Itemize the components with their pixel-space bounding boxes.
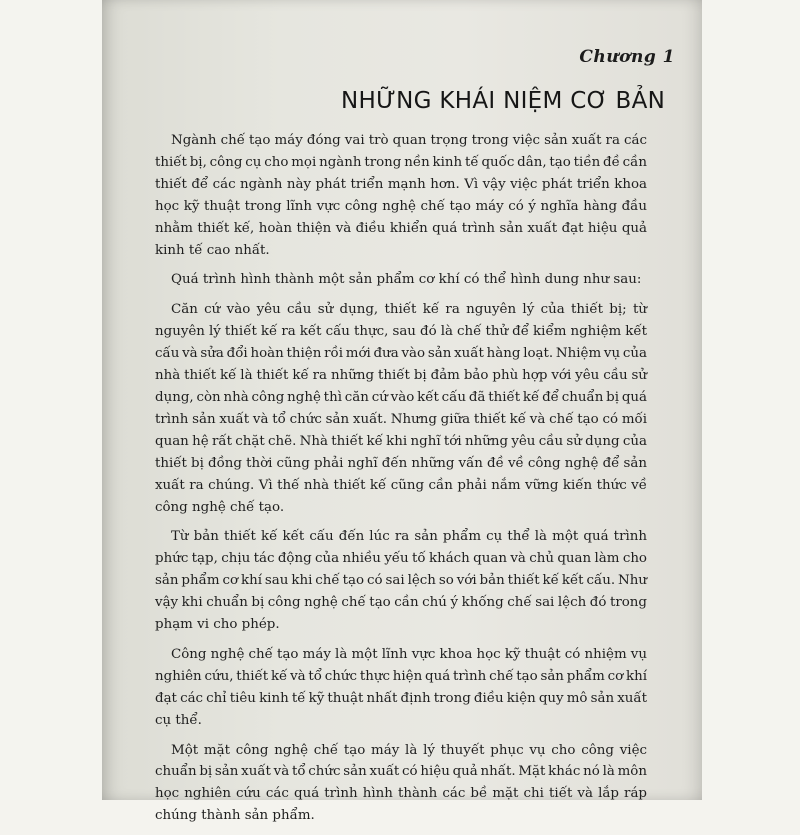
text-line: nhà thiết kế là thiết kế ra những thiết bị đảm bảo phù hợp với yêu cầu sử	[155, 368, 647, 384]
chapter-title: NHỮNG KHÁI NIỆM CƠ BẢN	[341, 88, 666, 114]
text-line: quan hệ rất chặt chẽ. Nhà thiết kế khi nghĩ tới những yêu cầu sử dụng của	[155, 433, 647, 449]
text-line: học kỹ thuật trong lĩnh vực công nghệ chế tạo máy có ý nghĩa hàng đầu	[155, 198, 647, 214]
text-line: chuẩn bị sản xuất và tổ chức sản xuất có hiệu quả nhất. Mặt khác nó là môn	[155, 764, 647, 780]
text-line: thiết bị đồng thời cũng phải nghĩ đến những vấn đề về công nghệ để sản	[155, 455, 647, 471]
body-text	[155, 130, 647, 835]
text-line: phức tạp, chịu tác động của nhiều yếu tố khách quan và chủ quan làm cho	[155, 551, 647, 567]
text-line: học nghiên cứu các quá trình hình thành các bề mặt chi tiết và lắp ráp	[155, 786, 647, 802]
text-line: Ngành chế tạo máy đóng vai trò quan trọng trong việc sản xuất ra các	[171, 133, 647, 148]
text-line: Công nghệ chế tạo máy là một lĩnh vực khoa học kỹ thuật có nhiệm vụ	[171, 646, 647, 662]
text-line: xuất ra chúng. Vì thế nhà thiết kế cũng cần phải nắm vững kiến thức về	[155, 477, 647, 493]
text-line: cấu và sửa đổi hoàn thiện rồi mới đưa vào sản xuất hàng loạt. Nhiệm vụ của	[155, 346, 647, 362]
text-line: trình sản xuất và tổ chức sản xuất. Nhưng giữa thiết kế và chế tạo có mối	[155, 411, 647, 427]
text-line: thiết để các ngành này phát triển mạnh hơn. Vì vậy việc phát triển khoa	[155, 176, 647, 192]
text-line: thiết bị, công cụ cho mọi ngành trong nền kinh tế quốc dân, tạo tiền đề cần	[155, 154, 647, 170]
text-line: đạt các chỉ tiêu kinh tế kỹ thuật nhất định trong điều kiện quy mô sản xuất	[155, 690, 647, 706]
text-line: Từ bản thiết kế kết cấu đến lúc ra sản phẩm cụ thể là một quá trình	[171, 529, 647, 545]
text-line: nhằm thiết kế, hoàn thiện và điều khiển quá trình sản xuất đạt hiệu quả	[155, 220, 647, 236]
text-line: dụng, còn nhà công nghệ thì căn cứ vào kết cấu đã thiết kế để chuẩn bị quá	[155, 389, 647, 405]
paragraph	[155, 269, 647, 291]
text-line: Một mặt công nghệ chế tạo máy là lý thuyết phục vụ cho công việc	[171, 742, 647, 758]
paragraph	[155, 740, 647, 828]
paragraph	[155, 644, 647, 732]
text-line: cụ thể.	[155, 712, 202, 728]
text-line: công nghệ chế tạo.	[155, 499, 285, 515]
paragraph	[155, 526, 647, 636]
text-line: sản phẩm cơ khí sau khi chế tạo có sai lệch so với bản thiết kế kết cấu. Như	[155, 573, 647, 589]
text-line: vậy khi chuẩn bị công nghệ chế tạo cần chú ý khống chế sai lệch đó trong	[155, 595, 647, 611]
text-line: kinh tế cao nhất.	[155, 242, 270, 258]
text-line: phạm vi cho phép.	[155, 617, 280, 633]
text-line: Quá trình hình thành một sản phẩm cơ khí có thể hình dung như sau:	[171, 272, 642, 288]
paragraph	[155, 130, 647, 261]
chapter-label: Chương 1	[579, 47, 675, 67]
paragraph	[155, 299, 647, 518]
text-line: nguyên lý thiết kế ra kết cấu thực, sau đó là chế thử để kiểm nghiệm kết	[155, 324, 647, 340]
text-line: nghiên cứu, thiết kế và tổ chức thực hiện quá trình chế tạo sản phẩm cơ khí	[155, 668, 647, 684]
text-line: Căn cứ vào yêu cầu sử dụng, thiết kế ra nguyên lý của thiết bị; từ	[171, 302, 647, 318]
text-line: chúng thành sản phẩm.	[155, 808, 315, 824]
